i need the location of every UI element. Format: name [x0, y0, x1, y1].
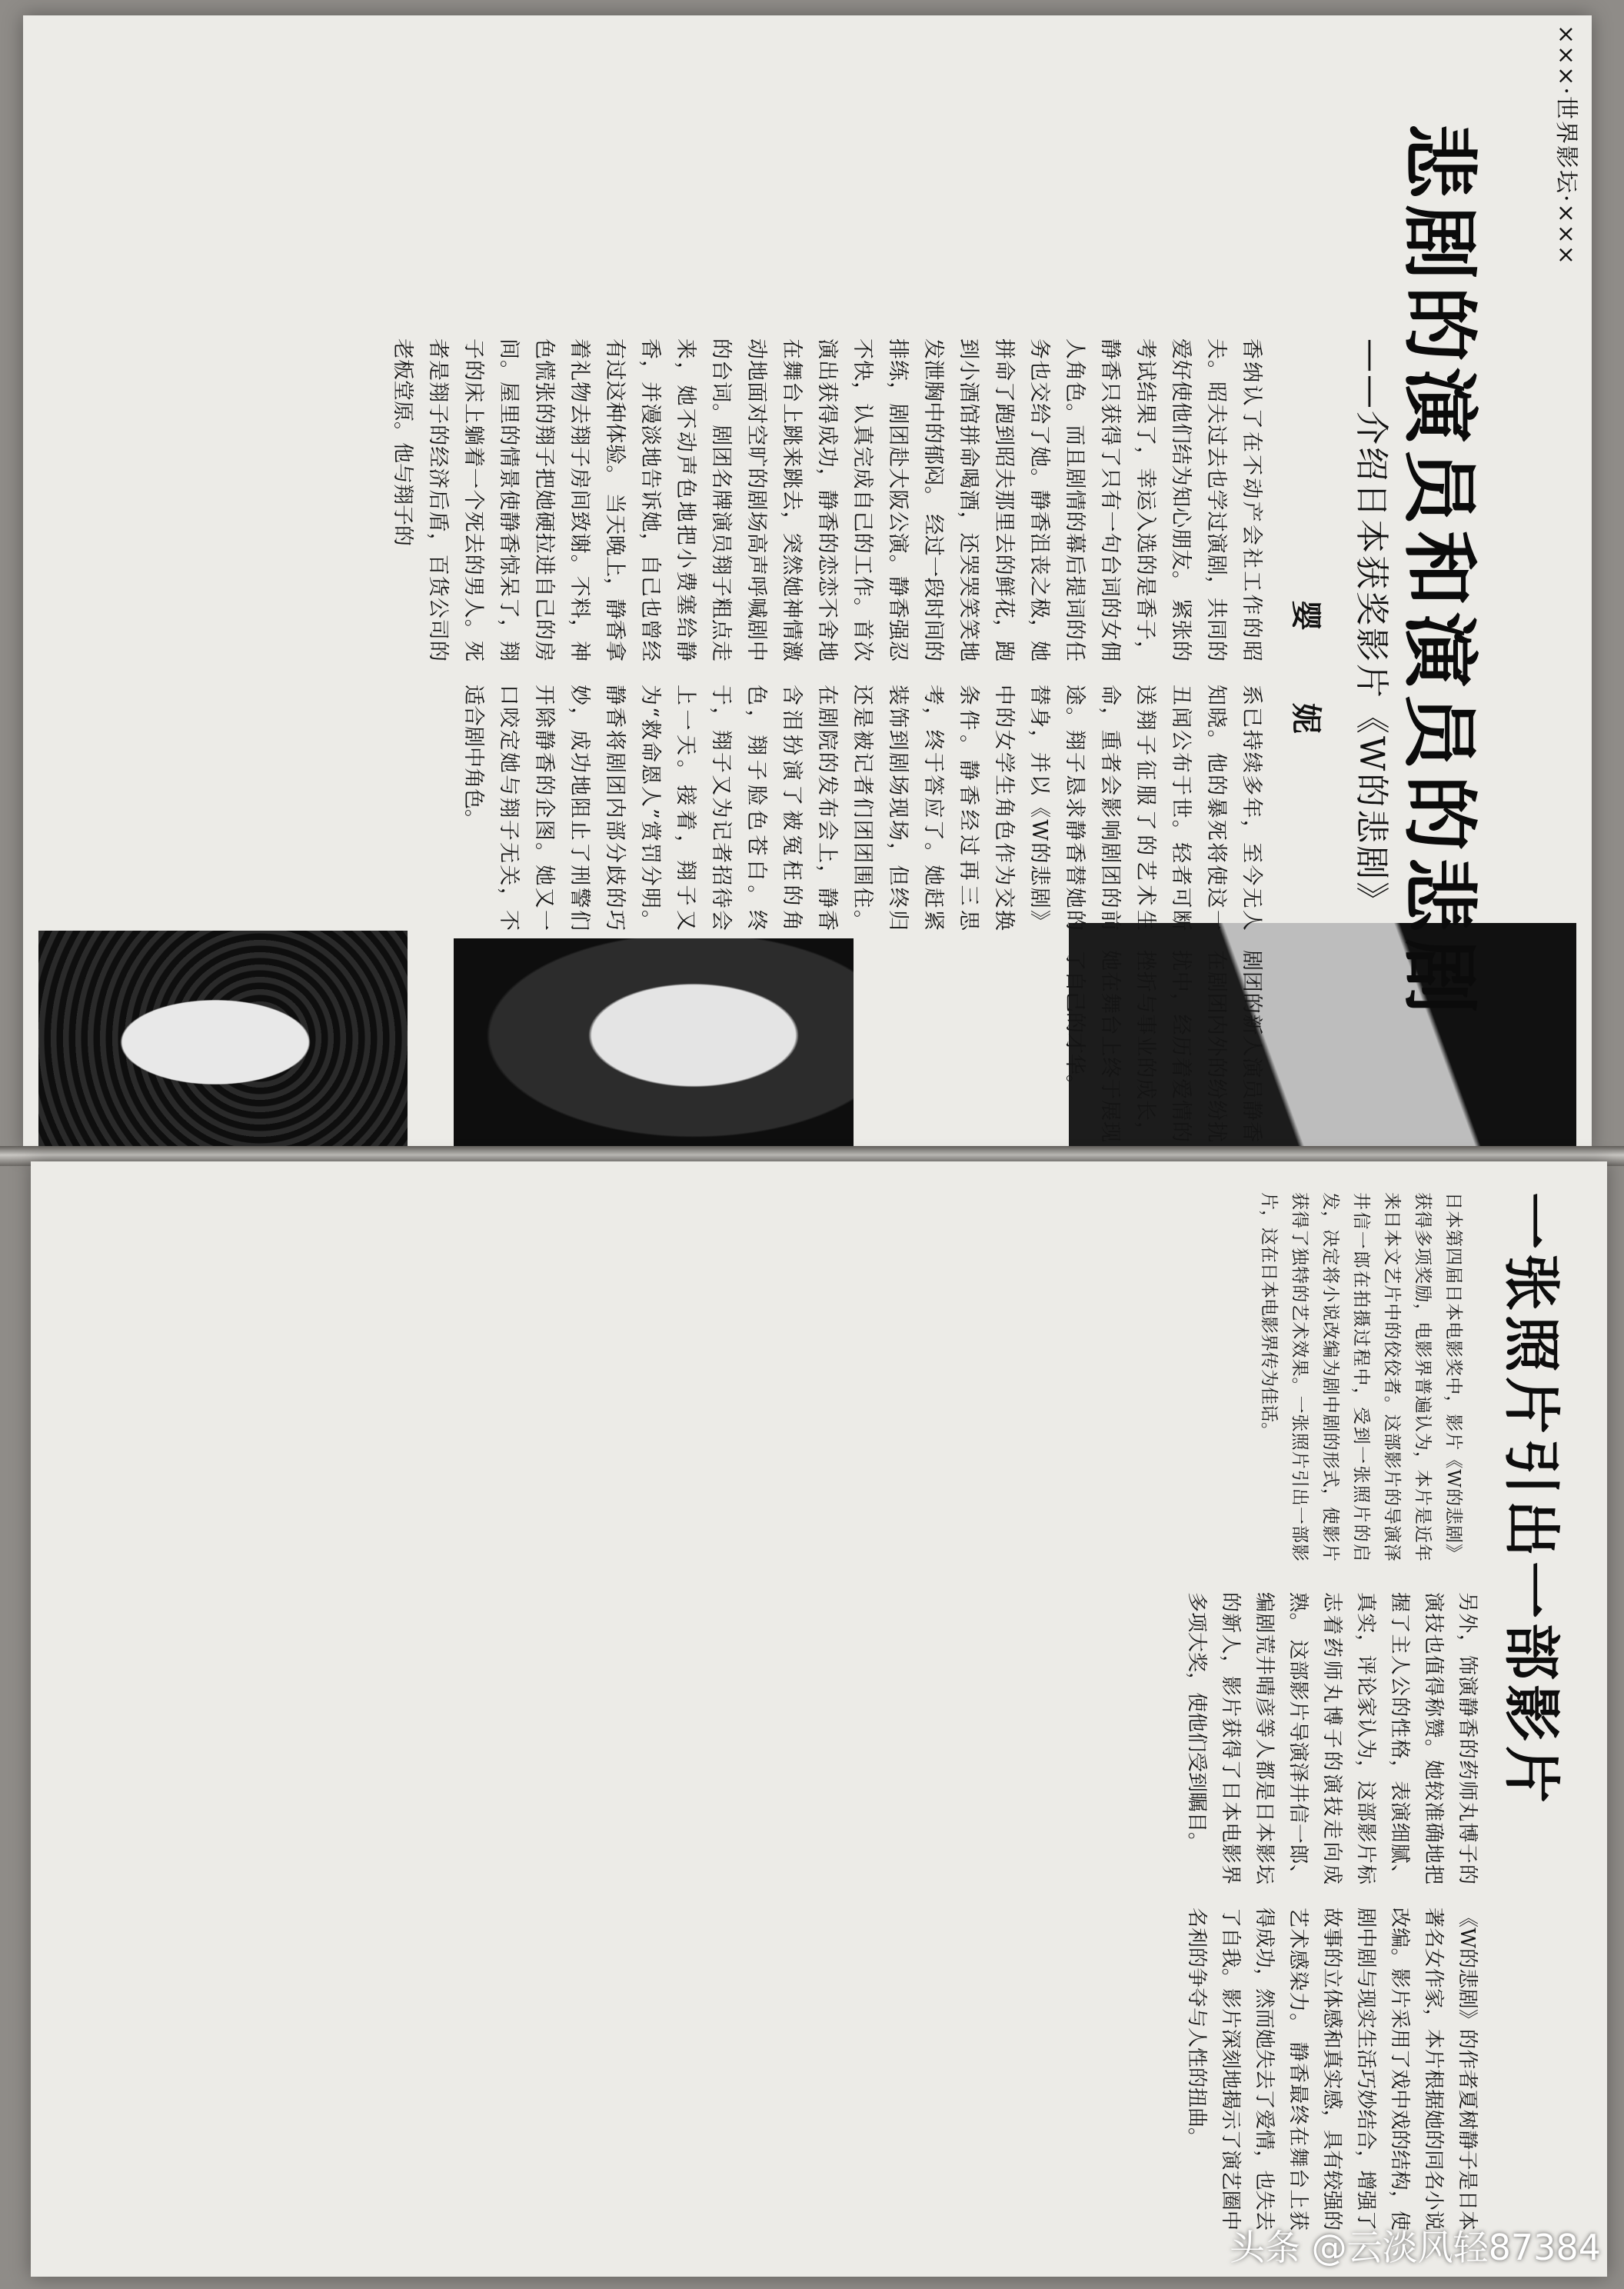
bottom-page-content	[31, 1161, 1607, 2277]
article-column-2: 系已持续多年，至今无人知晓。他的暴死将使这一丑闻公布于世。轻者可断送翔子征服了的艺术生命，重者会影响剧团的前途。翔子恳求静香替她的替身，并以《W的悲剧》中的女学生角色作为交换条件。静香经过再三思考，终于答应了。她赶紧装饰到剧场现场，但终归还是被记者们团团围住。 在剧院的发布会上，静香含泪扮演了被冤枉的角色，翔子脸色苍白。终于，翔子又为记者招待会上一天。接着，翔子又为“救命恩人”赏罚分明。静香将剧团内部分歧的巧妙，成功地阻止了刑警们开除静香的企图。她又一口咬定她与翔子无关，不适合剧中角色。	[461, 685, 1263, 931]
photo-stage-performer	[38, 931, 408, 1146]
article-title: 悲剧的演员和演员的悲剧	[1395, 123, 1483, 1021]
top-magazine-page	[23, 15, 1592, 1154]
section-title: 一张照片引出一部影片	[1498, 1192, 1564, 1808]
top-page-content	[23, 15, 1592, 1154]
bottom-magazine-page	[31, 1161, 1607, 2277]
section-column-3: 《W的悲剧》的作者夏树静子是日本著名女作家，本片根据她的同名小说改编。影片采用了戏中戏的结构，使剧中剧与现实生活巧妙结合，增强了故事的立体感和真实感，具有较强的艺术感染力。 静香最终在舞台上获得成功，然而她失去了爱情，也失去了自我。影片深刻地揭示了演艺圈中名利的争夺与人性的扭曲。	[1185, 1908, 1479, 2231]
section-column-1: 日本第四届日本电影奖中，影片《W的悲剧》获得多项奖励，电影界普遍认为，本片是近年来日本文艺片中的佼佼者。这部影片的导演泽井信一郎在拍摄过程中，受到一张照片的启发，决定将小说改编为剧中剧的形式，使影片获得了独特的艺术效果。一张照片引出一部影片，这在日本电影界传为佳话。	[1259, 1192, 1463, 1561]
watermark: 头条 @云淡风轻87384	[1230, 2227, 1601, 2268]
article-subtitle: ——介绍日本获奖影片《W的悲剧》	[1352, 338, 1391, 918]
article-byline: 婴 妮	[1288, 600, 1324, 765]
article-column-1: 香纳认了在不动产会社工作的昭夫。昭夫过去也学过演剧，共同的爱好使他们结为知心朋友。 紧张的考试结果了，幸运入选的是香子，静香只获得了只有一句台词的女佣人角色。而且剧情的幕后提词的任务也交给了她。静香沮丧之极，她拼命了跑到昭夫那里去的鲜花，跑到小酒馆拼命喝酒，还哭哭笑笑地发泄胸中的郁闷。 经过一段时间的排练，剧团赴大阪公演。静香强忍不快，认真完成自己的工作。首次演出获得成功，静香的恋恋不舍地在舞台上跳来跳去，突然她神情激动地面对空旷的剧场高声呼喊剧中的台词。剧团名牌演员翔子粗点走来，她不动声色地把小费塞给静香，并漫淡地告诉她，自己也曾经有过这种体验。 当天晚上，静香拿着礼物去翔子房间致谢。不料，神色慌张的翔子把她硬拉进自己的房间。屋里的情景使静香惊呆了，翔子的床上躺着一个死去的男人。死者是翔子的经济后盾，百货公司的老板堂原。他与翔子的	[391, 338, 1263, 661]
section-column-2: 另外，饰演静香的药师丸博子的演技也值得称赞。她较准确地把握了主人公的性格，表演细腻、真实，评论家认为，这部影片标志着药师丸博子的演技走向成熟。 这部影片导演泽井信一郎、编剧荒井晴彦等人都是日本影坛的新人，影片获得了日本电影界多项大奖，使他们受到瞩目。	[1185, 1592, 1479, 1884]
running-head: ×××·世界影坛·×××	[1552, 25, 1579, 266]
article-column-3: 剧团的新人演员静香在剧团内外的纷纷扰扰中，经历着爱情的挫折与事业的成长，她在舞台上终于展现了自己的才华。	[1063, 950, 1263, 1142]
photo-actress-portrait	[454, 938, 854, 1154]
